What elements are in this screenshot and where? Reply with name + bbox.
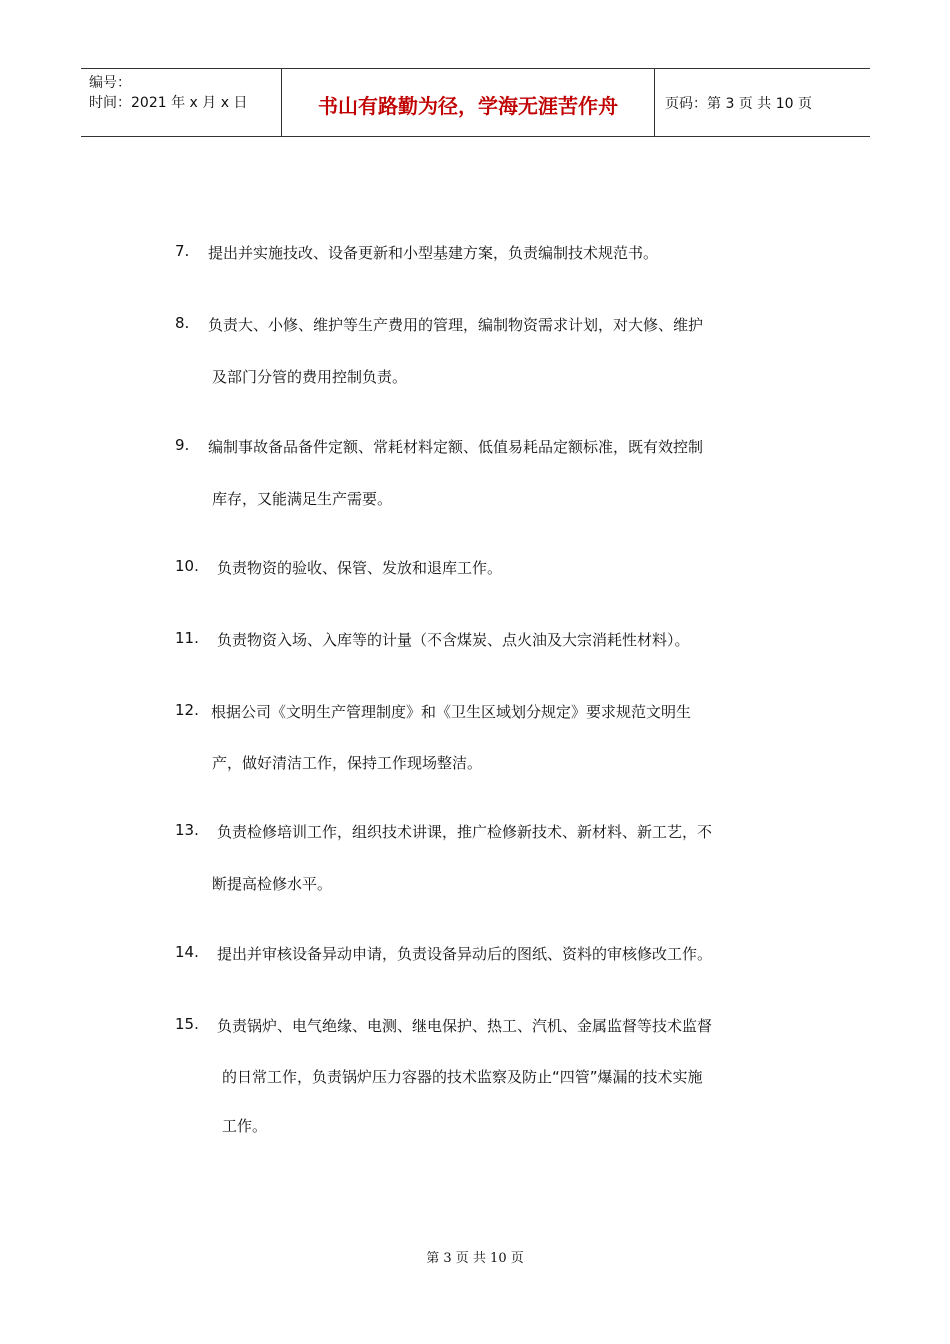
- item-text-continued: 产，做好清洁工作，保持工作现场整洁。: [212, 754, 483, 772]
- header-meta: [89, 73, 247, 113]
- header-divider: [654, 69, 655, 136]
- item-text: 编制事故备品备件定额、常耗材料定额、低值易耗品定额标准，既有效控制: [208, 438, 704, 456]
- item-text: 负责物资的验收、保管、发放和退库工作。: [217, 559, 503, 577]
- item-number: 10.: [175, 557, 199, 575]
- item-text-continued: 库存，又能满足生产需要。: [212, 490, 393, 508]
- item-text-continued: 及部门分管的费用控制负责。: [212, 368, 408, 386]
- item-text-continued: 断提高检修水平。: [212, 875, 333, 893]
- item-text: 负责检修培训工作，组织技术讲课，推广检修新技术、新材料、新工艺，不: [217, 823, 713, 841]
- item-text: 负责锅炉、电气绝缘、电测、继电保护、热工、汽机、金属监督等技术监督: [217, 1017, 713, 1035]
- item-text: 提出并实施技改、设备更新和小型基建方案，负责编制技术规范书。: [208, 244, 659, 262]
- page-footer: 第 3 页 共 10 页: [426, 1251, 524, 1266]
- doc-number-label: 编号：: [89, 75, 131, 91]
- header-motto: 书山有路勤为径，学海无涯苦作舟: [318, 94, 618, 118]
- page-header: [81, 68, 870, 137]
- item-text: 根据公司《文明生产管理制度》和《卫生区域划分规定》要求规范文明生: [211, 703, 692, 721]
- item-number: 8.: [175, 314, 190, 332]
- item-text-continued: 的日常工作，负责锅炉压力容器的技术监察及防止“四管”爆漏的技术实施: [222, 1068, 703, 1086]
- item-number: 9.: [175, 436, 190, 454]
- item-number: 11.: [175, 629, 199, 647]
- header-page-info: 页码：第 3 页 共 10 页: [665, 96, 812, 112]
- item-number: 7.: [175, 242, 190, 260]
- item-text: 负责物资入场、入库等的计量（不含煤炭、点火油及大宗消耗性材料）。: [217, 631, 690, 649]
- item-text: 负责大、小修、维护等生产费用的管理，编制物资需求计划，对大修、维护: [208, 316, 704, 334]
- item-number: 14.: [175, 943, 199, 961]
- item-text: 提出并审核设备异动申请，负责设备异动后的图纸、资料的审核修改工作。: [217, 945, 713, 963]
- item-number: 12.: [175, 701, 199, 719]
- item-text-continued: 工作。: [222, 1117, 268, 1135]
- item-number: 15.: [175, 1015, 199, 1033]
- doc-time-label: 时间：2021 年 x 月 x 日: [89, 95, 248, 111]
- item-number: 13.: [175, 821, 199, 839]
